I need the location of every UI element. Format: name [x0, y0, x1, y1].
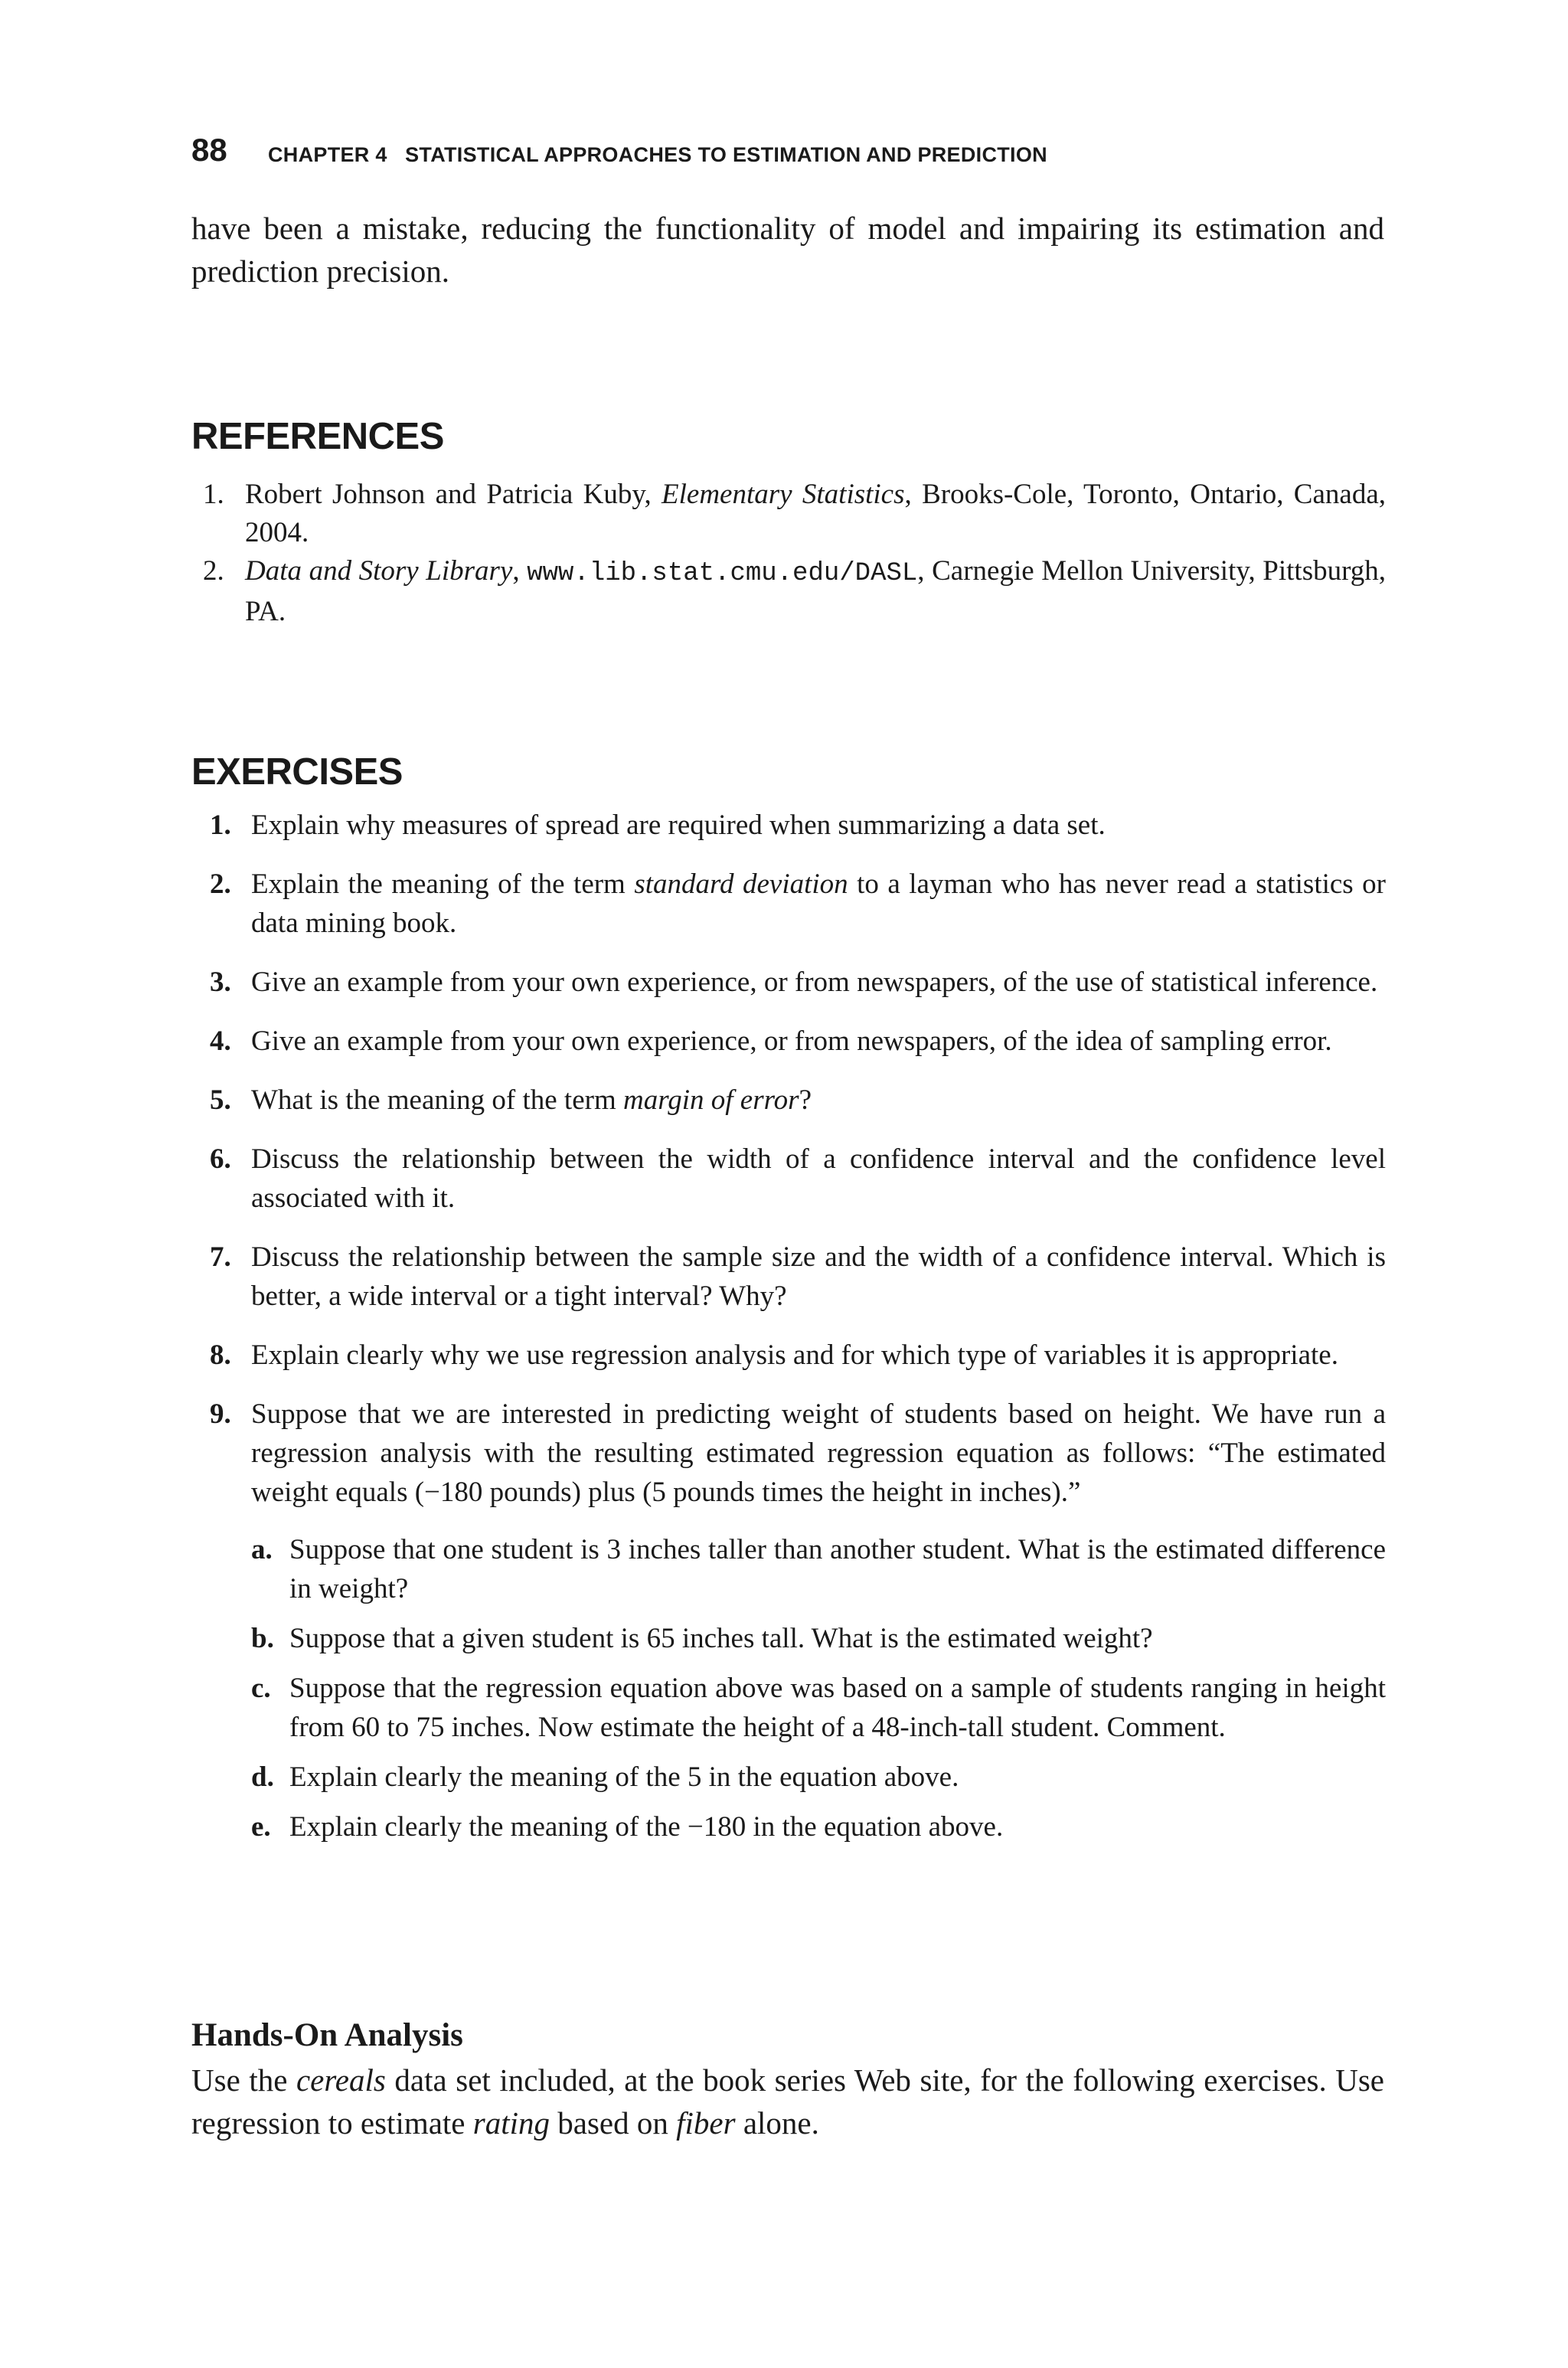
- exercise-item: [191, 1081, 1386, 1120]
- exercise-number: 5.: [210, 1084, 231, 1116]
- hands-on-text: alone.: [735, 2105, 819, 2141]
- exercise-text: What is the meaning of the term: [251, 1084, 623, 1116]
- hands-on-emphasis: cereals: [296, 2062, 386, 2098]
- sub-question: [191, 1530, 1386, 1608]
- exercise-text: ?: [799, 1084, 812, 1116]
- exercise-emphasis: standard deviation: [634, 868, 848, 900]
- references-list: [191, 476, 1386, 631]
- exercise-text: Explain the meaning of the term: [251, 868, 635, 900]
- hands-on-paragraph: [191, 2059, 1384, 2144]
- sub-question-text: Suppose that the regression equation above was based on a sample of students ranging in height from 60 to 75 inches. Now estimate the height of a 48-inch-tall student. Comment.: [289, 1673, 1386, 1743]
- sub-question-text: Explain clearly the meaning of the −180 in the equation above.: [289, 1811, 1004, 1843]
- reference-separator: ,: [512, 555, 528, 587]
- sub-question: [191, 1807, 1386, 1846]
- exercise-number: 8.: [210, 1339, 231, 1371]
- exercise-number: 1.: [210, 810, 231, 841]
- reference-publisher: , Carnegie Mellon University, Pittsburgh, PA.: [245, 555, 1387, 627]
- exercise-number: 4.: [210, 1025, 231, 1057]
- exercise-item: [191, 865, 1386, 943]
- hands-on-emphasis: rating: [472, 2105, 550, 2141]
- running-head: [191, 127, 1386, 173]
- hands-on-text: Use the: [191, 2062, 296, 2098]
- intro-paragraph: have been a mistake, reducing the functionality of model and impairing its estimation and prediction precision.: [191, 211, 1384, 289]
- sub-question-letter: b.: [251, 1623, 274, 1654]
- references-heading: REFERENCES: [191, 416, 444, 457]
- sub-question-text: Suppose that one student is 3 inches taller than another student. What is the estimated difference in weight?: [289, 1534, 1386, 1604]
- exercises-list: [191, 806, 1386, 1866]
- sub-question-letter: e.: [251, 1811, 271, 1843]
- exercise-text: Explain why measures of spread are required when summarizing a data set.: [251, 810, 1106, 841]
- sub-question-letter: c.: [251, 1673, 271, 1704]
- exercise-item: [191, 963, 1386, 1002]
- exercise-number: 2.: [210, 868, 231, 900]
- hands-on-heading: Hands-On Analysis: [191, 2017, 463, 2053]
- hands-on-text: based on: [550, 2105, 677, 2141]
- reference-item: [191, 552, 1386, 631]
- sub-question-text: Suppose that a given student is 65 inches tall. What is the estimated weight?: [289, 1623, 1153, 1654]
- exercise-number: 7.: [210, 1241, 231, 1273]
- exercise-item: [191, 806, 1386, 845]
- reference-url-link[interactable]: www.lib.stat.cmu.edu/DASL: [527, 559, 918, 588]
- exercise-item: [191, 1238, 1386, 1316]
- sub-question: [191, 1758, 1386, 1797]
- exercise-item: [191, 1395, 1386, 1846]
- hands-on-emphasis: fiber: [676, 2105, 736, 2141]
- sub-question-text: Explain clearly the meaning of the 5 in the equation above.: [289, 1761, 959, 1793]
- exercise-number: 9.: [210, 1398, 231, 1430]
- reference-number: 2.: [203, 555, 224, 587]
- exercise-number: 6.: [210, 1143, 231, 1175]
- exercise-item: [191, 1140, 1386, 1218]
- sub-question-list: [251, 1530, 1386, 1846]
- exercise-text: Suppose that we are interested in predicting weight of students based on height. We have run a regression analysis with the resulting estimated regression equation as follows: “The estimated weight equals (−180 pounds) plus (5 pounds times the height in inches).”: [251, 1398, 1386, 1508]
- exercise-text: Discuss the relationship between the sample size and the width of a confidence interval. Which is better, a wide interval or a tight interval? Why?: [251, 1241, 1386, 1312]
- exercises-heading: EXERCISES: [191, 751, 403, 793]
- sub-question: [191, 1669, 1386, 1747]
- exercise-text: Explain clearly why we use regression analysis and for which type of variables it is appropriate.: [251, 1339, 1338, 1371]
- reference-authors: Robert Johnson and Patricia Kuby,: [245, 479, 662, 510]
- reference-item: [191, 476, 1386, 552]
- sub-question-letter: d.: [251, 1761, 274, 1793]
- exercise-item: [191, 1336, 1386, 1375]
- hands-on-text: data set included, at the book series Web site, for the following exercises. Use regression to estimate: [191, 2062, 1385, 2141]
- exercise-text: Discuss the relationship between the width of a confidence interval and the confidence level associated with it.: [251, 1143, 1386, 1214]
- reference-title: Data and Story Library: [245, 555, 513, 587]
- exercise-text: Give an example from your own experience, or from newspapers, of the idea of sampling error.: [251, 1025, 1332, 1057]
- exercise-text: to a layman who has never read a statistics or data mining book.: [251, 868, 1386, 939]
- sub-question: [191, 1619, 1386, 1658]
- exercise-item: [191, 1022, 1386, 1061]
- chapter-title: CHAPTER 4 STATISTICAL APPROACHES TO ESTIMATION AND PREDICTION: [268, 143, 1047, 166]
- sub-question-letter: a.: [251, 1534, 273, 1565]
- page-number: 88: [191, 132, 227, 168]
- exercise-number: 3.: [210, 966, 231, 998]
- reference-number: 1.: [203, 479, 224, 510]
- reference-title: Elementary Statistics: [662, 479, 905, 510]
- exercise-emphasis: margin of error: [623, 1084, 799, 1116]
- exercise-text: Give an example from your own experience, or from newspapers, of the use of statistical inference.: [251, 966, 1378, 998]
- reference-publisher: , Brooks-Cole, Toronto, Ontario, Canada, 2004.: [245, 479, 1387, 548]
